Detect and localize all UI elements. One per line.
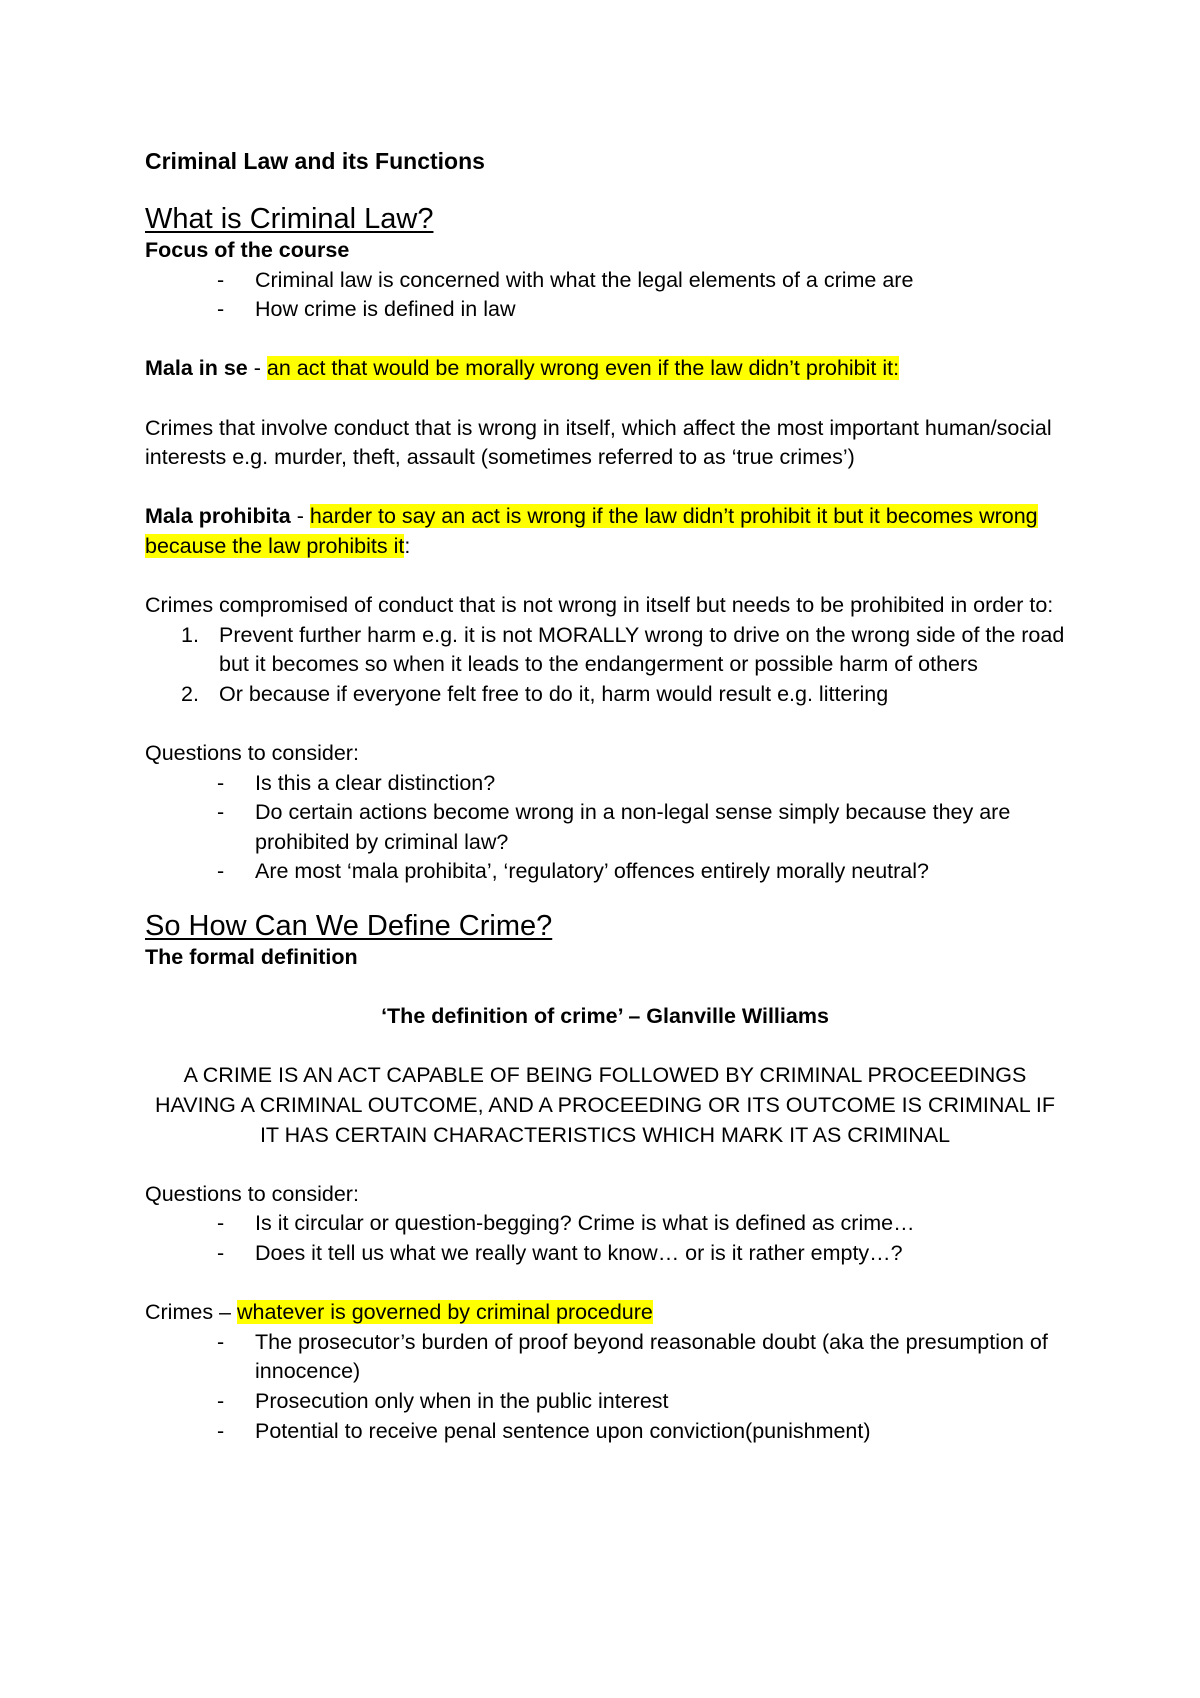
list-item: - Is this a clear distinction? [145, 769, 1065, 799]
crimes-list [145, 1328, 1065, 1446]
questions-label: Questions to consider: [145, 1181, 359, 1206]
formal-definition-heading: The formal definition [145, 945, 358, 970]
section-heading-define-crime: So How Can We Define Crime? [145, 910, 553, 943]
questions-list [145, 1209, 1065, 1268]
list-number: 1. [181, 622, 199, 647]
document-title: Criminal Law and its Functions [145, 148, 485, 174]
document-page [145, 146, 1065, 1446]
definition-tail: : [404, 533, 411, 558]
mala-in-se-term: Mala in se [145, 356, 248, 381]
list-number: 2. [181, 681, 199, 706]
mala-prohibita-term: Mala prohibita [145, 504, 291, 529]
highlighted-definition: an act that would be morally wrong even if the law didn’t prohibit it: [266, 356, 900, 381]
mala-prohibita-paragraph: Crimes compromised of conduct that is not wrong in itself but needs to be prohibited in order to: [145, 593, 1054, 618]
quote-title: ‘The definition of crime’ – Glanville Williams [381, 1004, 829, 1029]
list-item-text: Or because if everyone felt free to do it, harm would result e.g. littering [219, 681, 889, 706]
mala-in-se-paragraph: Crimes that involve conduct that is wrong in itself, which affect the most important human/social interests e.g. murder, theft, assault (sometimes referred to as ‘true crimes’) [145, 415, 1052, 470]
list-item: - Criminal law is concerned with what the legal elements of a crime are [145, 266, 1065, 296]
crimes-prefix: Crimes – [145, 1300, 237, 1325]
separator: - [247, 356, 267, 381]
list-item: - Prosecution only when in the public interest [145, 1387, 1065, 1417]
list-item: - Is it circular or question-begging? Crime is what is defined as crime… [145, 1209, 1065, 1239]
highlighted-definition: harder to say an act is wrong if the law didn’t prohibit it but it becomes wrong because the law prohibits it [145, 504, 1038, 558]
list-item: - Does it tell us what we really want to know… or is it rather empty…? [145, 1239, 1065, 1269]
focus-heading: Focus of the course [145, 238, 350, 262]
highlighted-definition: whatever is governed by criminal procedure [236, 1300, 653, 1325]
list-item: - Potential to receive penal sentence upon conviction(punishment) [145, 1417, 1065, 1447]
section-heading-what-is-criminal-law: What is Criminal Law? [145, 203, 434, 235]
questions-list [145, 769, 1065, 887]
numbered-list [145, 621, 1065, 710]
list-item: - How crime is defined in law [145, 295, 1065, 325]
questions-label: Questions to consider: [145, 741, 359, 766]
quote-text: A CRIME IS AN ACT CAPABLE OF BEING FOLLOWED BY CRIMINAL PROCEEDINGS HAVING A CRIMINAL OUTCOME, AND A PROCEEDING OR ITS OUTCOME IS CRIMINAL IF IT HAS CERTAIN CHARACTERISTICS WHICH MARK IT AS CRIMINAL [155, 1063, 1055, 1147]
list-item: - Are most ‘mala prohibita’, ‘regulatory’ offences entirely morally neutral? [145, 857, 1065, 887]
separator: - [290, 504, 310, 529]
list-item: - Do certain actions become wrong in a non-legal sense simply because they are prohibited by criminal law? [145, 798, 1065, 857]
mala-prohibita-definition [145, 502, 1065, 561]
list-item [145, 621, 1065, 680]
list-item [145, 680, 1065, 710]
focus-list [145, 266, 1065, 325]
crimes-definition [145, 1298, 1065, 1328]
list-item: - The prosecutor’s burden of proof beyond reasonable doubt (aka the presumption of innocence) [145, 1328, 1065, 1387]
list-item-text: Prevent further harm e.g. it is not MORALLY wrong to drive on the wrong side of the road but it becomes so when it leads to the endangerment or possible harm of others [219, 622, 1065, 677]
mala-in-se-definition [145, 354, 1065, 384]
